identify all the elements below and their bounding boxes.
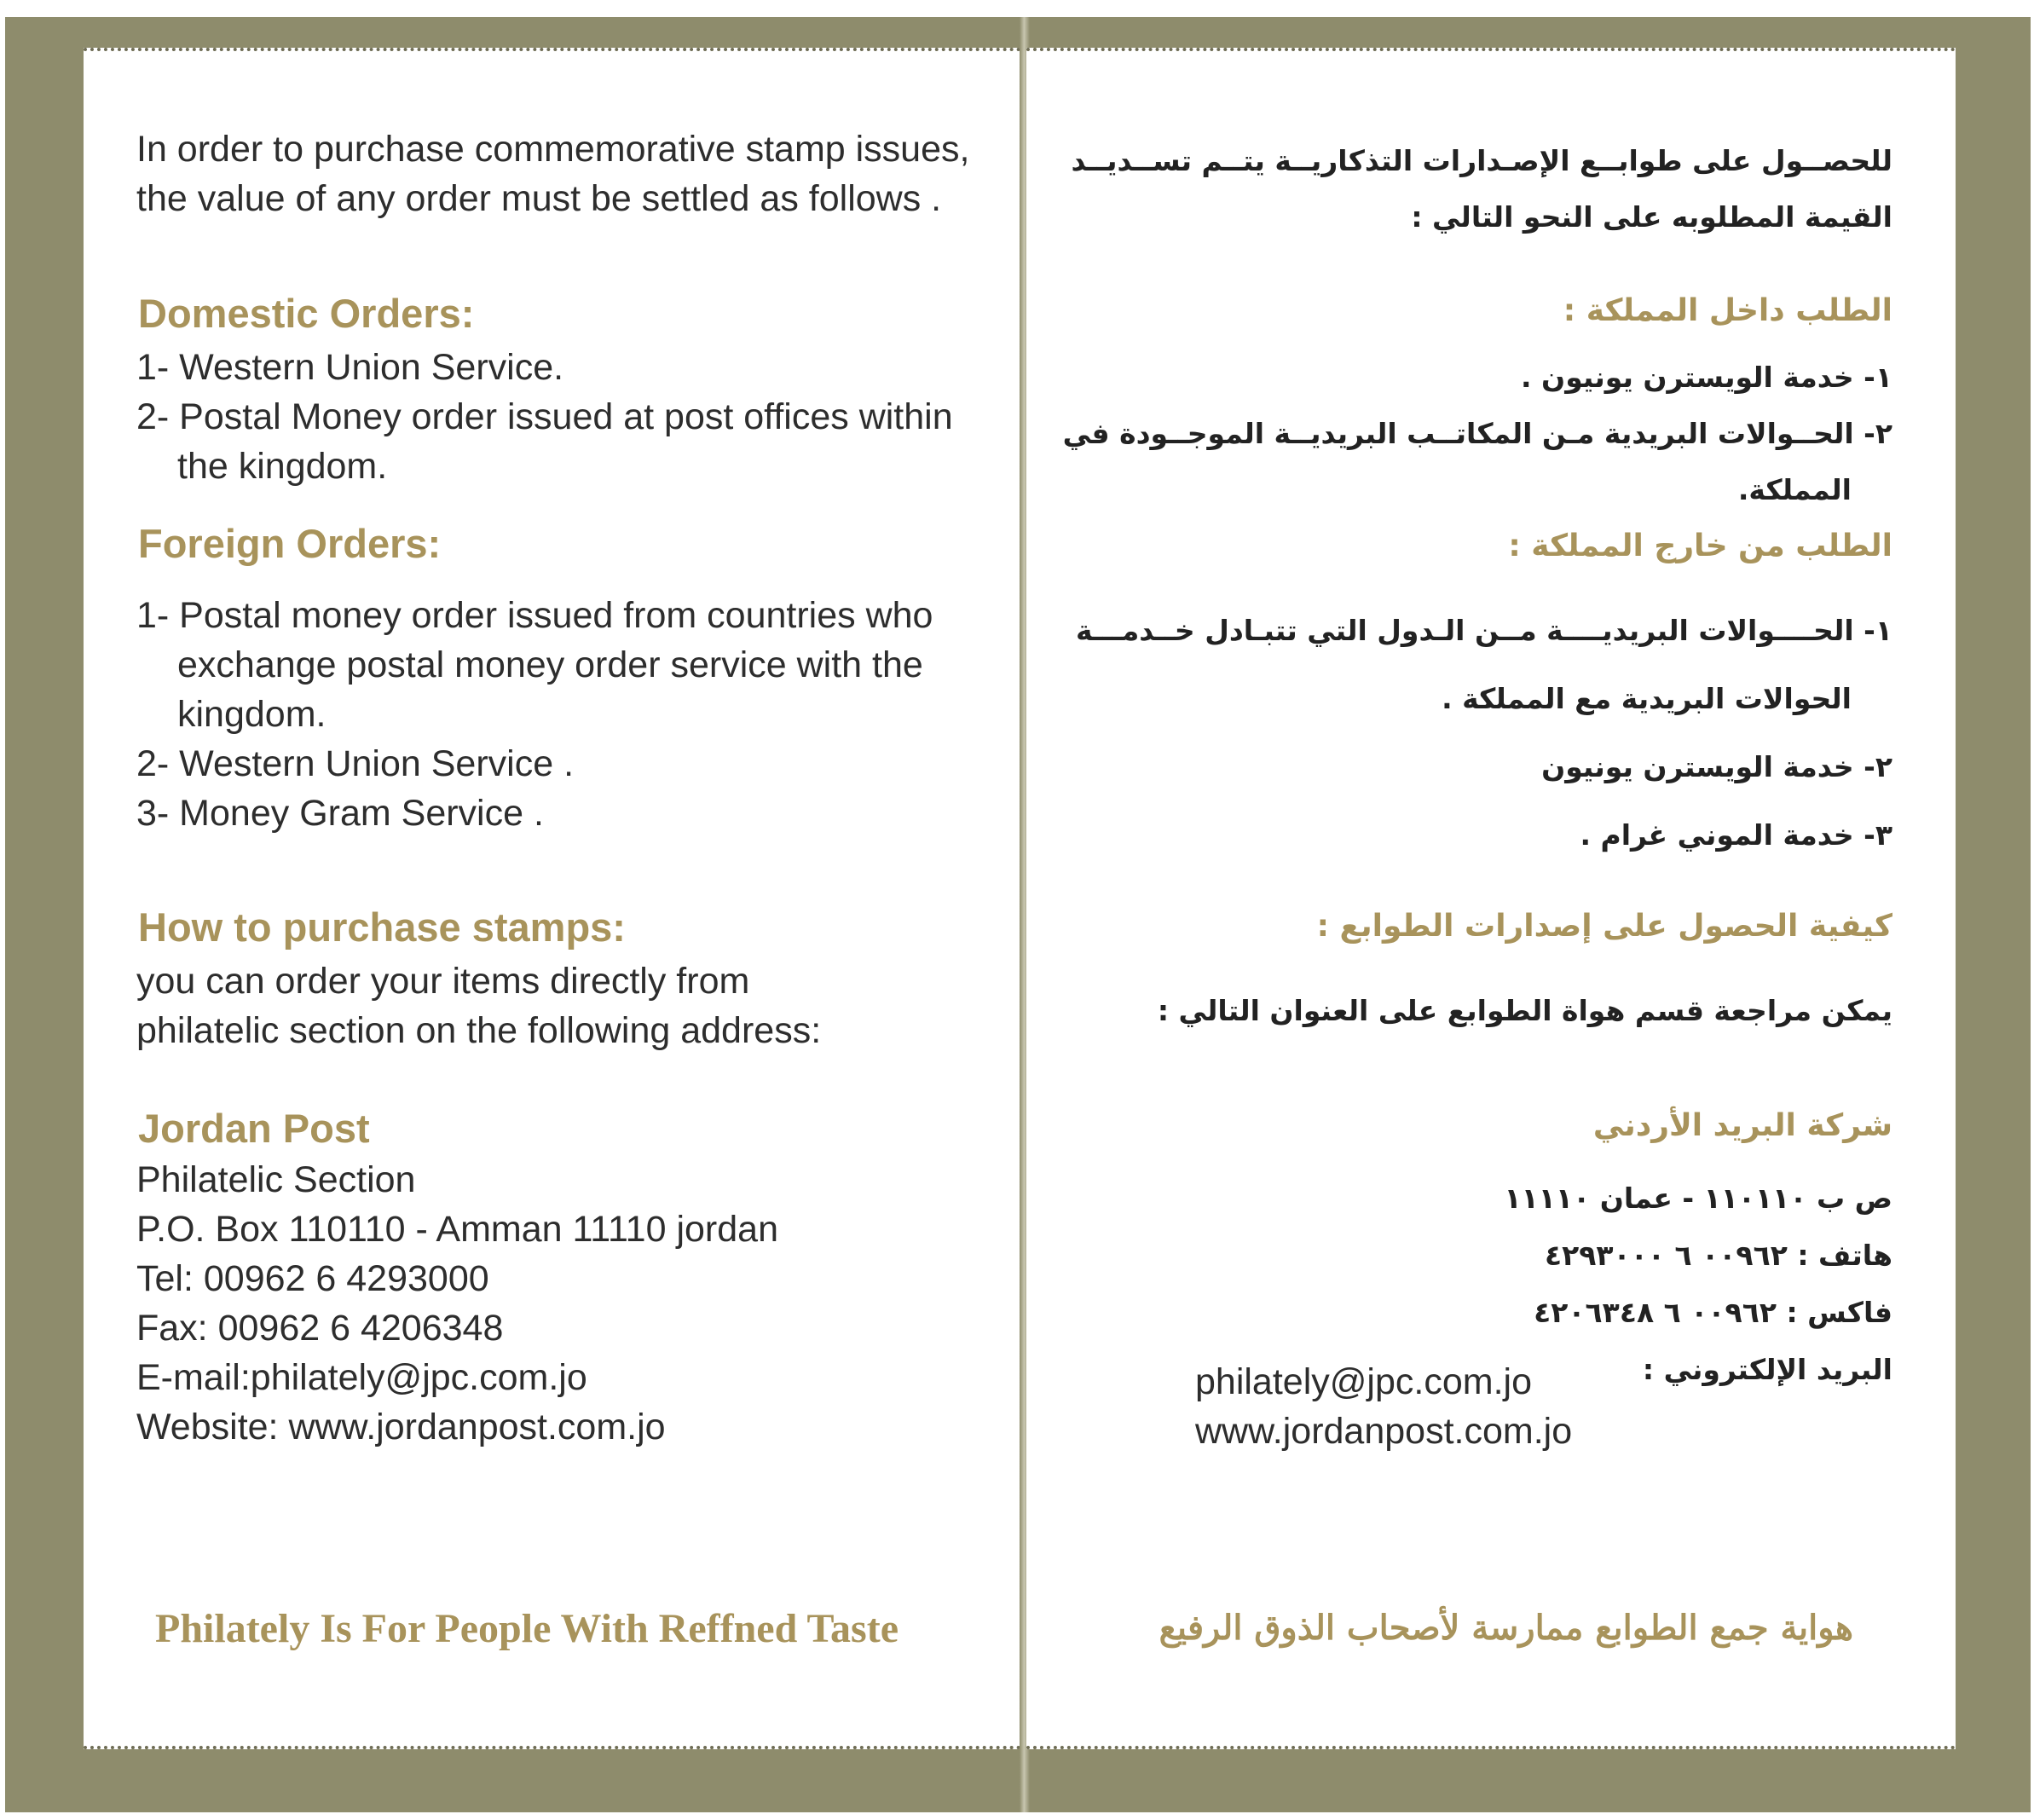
arabic-jordan-post-heading: شركة البريد الأردني: [1592, 1108, 1892, 1143]
arabic-slogan: هواية جمع الطوابع ممارسة لأصحاب الذوق الرفيع: [1159, 1608, 1853, 1648]
contact-line: ص ب ١١٠١١٠ - عمان ١١١١٠: [1504, 1182, 1892, 1215]
list-item: 1- Western Union Service.: [136, 347, 564, 388]
arabic-domestic-list: [1063, 350, 1892, 518]
arabic-intro: [1071, 133, 1892, 246]
contact-address: [136, 1155, 778, 1452]
contact-line: فاكس : ٠٠٩٦٢ ٦ ٤٢٠٦٣٤٨: [1534, 1296, 1892, 1329]
arabic-foreign-heading: الطلب من خارج المملكة :: [1508, 529, 1892, 563]
email-line[interactable]: E-mail:philately@jpc.com.jo: [136, 1357, 587, 1398]
list-item: ٢- خدمة الويسترن يونيون: [1541, 750, 1892, 783]
arabic-how-heading: كيفية الحصول على إصدارات الطوابع :: [1316, 909, 1892, 944]
list-item: 2- Western Union Service .: [136, 743, 575, 784]
how-to-purchase-heading: How to purchase stamps:: [138, 904, 626, 950]
how-to-purchase-text: [136, 956, 821, 1055]
website-line[interactable]: Website: www.jordanpost.com.jo: [136, 1407, 666, 1447]
list-item: ٣- خدمة الموني غرام .: [1580, 818, 1892, 852]
arabic-foreign-list: [1076, 597, 1892, 870]
text-line: philatelic section on the following address:: [136, 1010, 822, 1051]
domestic-orders-heading: Domestic Orders:: [138, 291, 475, 336]
list-item: 2- Postal Money order issued at post offices within: [136, 396, 953, 437]
intro-line: the value of any order must be settled as follows .: [136, 178, 942, 219]
list-item: ١- خدمة الويسترن يونيون .: [1521, 361, 1892, 394]
contact-line: Fax: 00962 6 4206348: [136, 1308, 504, 1349]
english-intro: [136, 124, 969, 223]
list-item: 1- Postal money order issued from countries who: [136, 595, 933, 636]
website-link[interactable]: www.jordanpost.com.jo: [1195, 1411, 1573, 1452]
contact-line: البريد الإلكتروني :: [1642, 1353, 1892, 1386]
contact-line: P.O. Box 110110 - Amman 11110 jordan: [136, 1209, 778, 1250]
arabic-domestic-heading: الطلب داخل المملكة :: [1563, 293, 1892, 328]
jordan-post-heading: Jordan Post: [138, 1106, 370, 1151]
domestic-orders-list: [136, 343, 953, 491]
list-item: the kingdom.: [177, 446, 388, 487]
contact-line: هاتف : ٠٠٩٦٢ ٦ ٤٢٩٣٠٠٠: [1544, 1239, 1892, 1272]
list-item: exchange postal money order service with the: [177, 644, 923, 685]
foreign-orders-list: [136, 591, 933, 838]
intro-line: للحصــول على طوابــع الإصـدارات التذكاريــة يتــم تســديــد: [1071, 144, 1892, 177]
list-item: ١- الحــــوالات البريديــــة مــن الـدول التي تتبـادل خــدمـــة: [1076, 614, 1892, 647]
list-item: kingdom.: [177, 694, 326, 735]
arabic-contact-links: [1195, 1357, 1572, 1456]
contact-line: Philatelic Section: [136, 1159, 416, 1200]
foreign-orders-heading: Foreign Orders:: [138, 521, 442, 566]
text-line: you can order your items directly from: [136, 961, 750, 1002]
email-link[interactable]: philately@jpc.com.jo: [1195, 1361, 1532, 1402]
intro-line: القيمة المطلوبه على النحو التالي :: [1411, 200, 1892, 234]
contact-line: Tel: 00962 6 4293000: [136, 1258, 489, 1299]
list-item: الحوالات البريدية مع المملكة .: [1442, 682, 1852, 715]
list-item: المملكة.: [1737, 473, 1852, 506]
english-slogan: Philately Is For People With Reffned Taste: [155, 1606, 899, 1651]
arabic-how-text: يمكن مراجعة قسم هواة الطوابع على العنوان التالي :: [1157, 994, 1892, 1027]
list-item: ٢- الحــوالات البريدية مـن المكاتــب البريديــة الموجــودة في: [1062, 417, 1892, 450]
list-item: 3- Money Gram Service .: [136, 793, 544, 834]
intro-line: In order to purchase commemorative stamp issues,: [136, 129, 970, 170]
